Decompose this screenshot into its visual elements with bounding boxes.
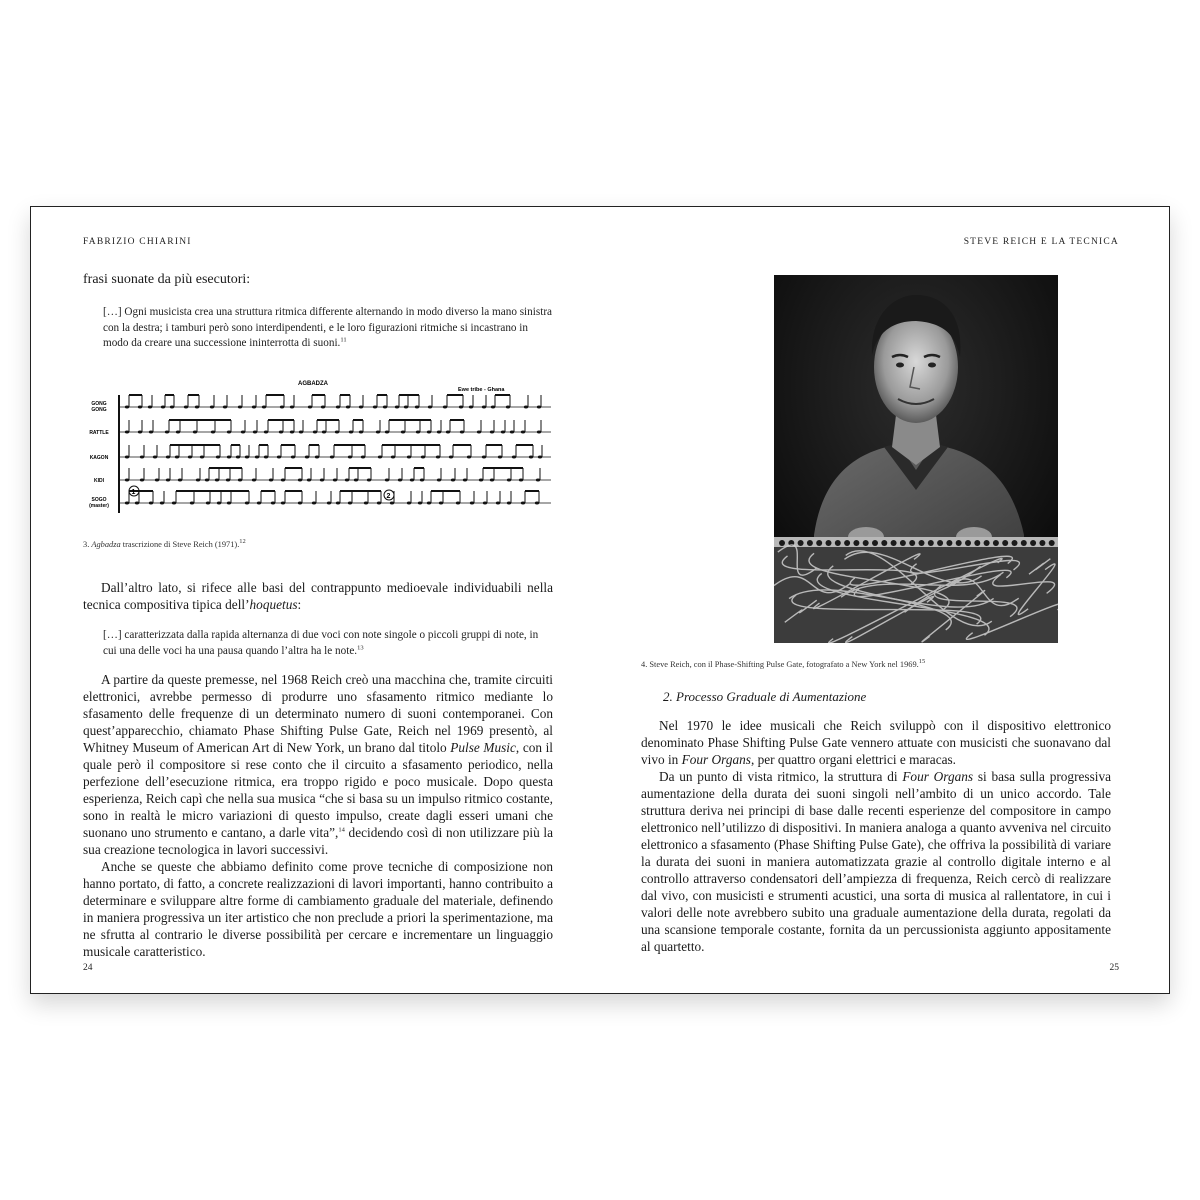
note-head bbox=[223, 406, 227, 409]
page-number-left: 24 bbox=[83, 963, 93, 973]
paragraph-four-organs-structure bbox=[641, 768, 1111, 955]
footnote-ref-15: 15 bbox=[918, 658, 926, 666]
note-head bbox=[446, 431, 450, 434]
note-head bbox=[437, 431, 441, 434]
note-head bbox=[428, 406, 432, 409]
note-head bbox=[216, 456, 220, 459]
note-head bbox=[138, 431, 142, 434]
note-head bbox=[335, 431, 339, 434]
note-head bbox=[125, 479, 129, 482]
note-head bbox=[307, 479, 311, 482]
note-head bbox=[135, 502, 139, 505]
note-head bbox=[427, 431, 431, 434]
staff-label: KAGON bbox=[89, 455, 109, 461]
note-head bbox=[313, 431, 317, 434]
note-head bbox=[155, 479, 159, 482]
running-head-title: STEVE REICH E LA TECNICA bbox=[963, 237, 1119, 247]
paragraph-four-organs-intro bbox=[641, 717, 1111, 768]
note-head bbox=[281, 479, 285, 482]
score-image bbox=[83, 377, 553, 527]
running-head-author: FABRIZIO CHIARINI bbox=[83, 237, 192, 247]
staff-label: KIDI bbox=[94, 478, 104, 484]
note-head bbox=[280, 406, 284, 409]
note-head bbox=[477, 431, 481, 434]
note-head bbox=[165, 431, 169, 434]
note-head bbox=[290, 431, 294, 434]
note-head bbox=[279, 431, 283, 434]
note-head bbox=[410, 479, 414, 482]
note-head bbox=[333, 479, 337, 482]
note-head bbox=[226, 479, 230, 482]
left-page bbox=[31, 207, 601, 993]
note-head bbox=[336, 406, 340, 409]
note-head bbox=[321, 406, 325, 409]
note-head bbox=[262, 406, 266, 409]
para-1-end: : bbox=[297, 597, 302, 612]
footnote-ref-11: 11 bbox=[340, 336, 347, 344]
caption-number: 3. bbox=[83, 540, 90, 549]
title-four-organs-2: Four Organs bbox=[902, 769, 974, 784]
note-head bbox=[510, 431, 514, 434]
note-head bbox=[211, 431, 215, 434]
note-head bbox=[298, 502, 302, 505]
score-subtitle: Ewe tribe - Ghana bbox=[458, 387, 505, 393]
note-head bbox=[385, 479, 389, 482]
note-head bbox=[501, 431, 505, 434]
note-head bbox=[255, 456, 259, 459]
note-head bbox=[264, 431, 268, 434]
note-head bbox=[537, 406, 541, 409]
note-head bbox=[407, 456, 411, 459]
note-head bbox=[529, 456, 533, 459]
title-four-organs-1: Four Organs bbox=[681, 752, 751, 767]
note-head bbox=[322, 431, 326, 434]
para-2-a: A partire da queste premesse, nel 1968 Reich creò una macchina che, tramite circuiti elettronici, avrebbe permesso di produrre uno sfasamento ritmico mediante lo sfasamento delle frequenze di un determinato numero di suoni contemporanei. Con quest’apparecchio, chiamato Phase Shifting Pulse Gate, Reich nel 1969 presentò, al Whitney Museum of American Art di New York, un brano dal titolo bbox=[83, 672, 553, 755]
note-head bbox=[238, 406, 242, 409]
note-head bbox=[217, 502, 221, 505]
note-head bbox=[227, 431, 231, 434]
staff-label: SOGO (master) bbox=[89, 497, 109, 509]
note-head bbox=[205, 479, 209, 482]
book-spread bbox=[30, 206, 1170, 994]
note-head bbox=[449, 456, 453, 459]
page-number-right: 25 bbox=[1109, 963, 1119, 973]
note-head bbox=[482, 406, 486, 409]
note-head bbox=[172, 502, 176, 505]
note-head bbox=[421, 456, 425, 459]
note-head bbox=[378, 456, 382, 459]
note-head bbox=[336, 502, 340, 505]
note-head bbox=[166, 456, 170, 459]
para-1-text: Dall’altro lato, si rifece alle basi del contrappunto medioevale individuabili nella tecnica compositiva tipica dell’ bbox=[83, 580, 553, 612]
note-head bbox=[482, 456, 486, 459]
note-head bbox=[327, 502, 331, 505]
note-head bbox=[308, 406, 312, 409]
note-head bbox=[210, 406, 214, 409]
note-head bbox=[148, 406, 152, 409]
note-head bbox=[184, 406, 188, 409]
para-2-c: decidendo così di non utilizzare più la sua creazione tecnologica in lavori successivi. bbox=[83, 825, 553, 857]
note-head bbox=[348, 502, 352, 505]
quote-1-text: […] Ogni musicista crea una struttura ritmica differente alternando in modo diverso la mano sinistra con la destra; i tamburi però sono interdipendenti, e le loro figurazioni ritmiche si incastrano in modo da creare una successione ininterrotta di suoni. bbox=[103, 306, 553, 349]
note-head bbox=[506, 406, 510, 409]
note-head bbox=[479, 479, 483, 482]
note-head bbox=[524, 406, 528, 409]
note-head bbox=[236, 456, 240, 459]
note-head bbox=[519, 479, 523, 482]
note-head bbox=[320, 479, 324, 482]
note-head bbox=[257, 502, 261, 505]
footnote-ref-14: 14 bbox=[338, 826, 345, 834]
note-head bbox=[538, 456, 542, 459]
note-head bbox=[401, 431, 405, 434]
note-head bbox=[507, 479, 511, 482]
note-head bbox=[227, 502, 231, 505]
note-head bbox=[188, 456, 192, 459]
agbadza-score-figure bbox=[83, 377, 553, 527]
note-head bbox=[467, 456, 471, 459]
note-head bbox=[535, 502, 539, 505]
note-head bbox=[404, 406, 408, 409]
note-head bbox=[469, 406, 473, 409]
staff-label: GONG GONG bbox=[91, 401, 107, 413]
lead-text: frasi suonate da più esecutori: bbox=[83, 272, 251, 287]
note-head bbox=[459, 406, 463, 409]
steve-reich-photo bbox=[774, 275, 1058, 643]
para-2-b: , con il quale però il compositore si rese conto che il circuito a sfasamento periodico, nella perfezione dell’esecuzione ritmica, era troppo rigido e poco musicale. Dopo questa esperienza, Reich capì che nella sua musica “che si basa su un impulso ritmico costante, sono in realtà le micro variazioni di questo impulso, create dagli esseri umani che suonano uno strumento e cantano, a darle vita”, bbox=[83, 740, 553, 840]
note-head bbox=[364, 502, 368, 505]
note-head bbox=[383, 406, 387, 409]
note-head bbox=[418, 502, 422, 505]
note-head bbox=[245, 502, 249, 505]
note-head bbox=[125, 456, 129, 459]
paragraph-prove-tecniche: Anche se queste che abbiamo definito come prove tecniche di composizione non hanno portato, di fatto, a concrete realizzazioni di lavori importanti, hanno contribuito a determinare e sviluppare altre forme di cambiamento graduale del materiale, definendo in maniera progressiva un iter artistico che non preclude a priori la sperimentazione, ma ne sfrutta al contrario le diverse possibilità per cercare e incrementare un linguaggio musicale caratteristico. bbox=[83, 859, 553, 959]
note-head bbox=[245, 456, 249, 459]
score-title: AGBADZA bbox=[298, 381, 328, 387]
svg-text:2: 2 bbox=[386, 493, 391, 500]
note-head bbox=[496, 502, 500, 505]
note-head bbox=[227, 456, 231, 459]
note-head bbox=[439, 502, 443, 505]
note-head bbox=[376, 431, 380, 434]
note-head bbox=[176, 431, 180, 434]
para-r2-b: si basa sulla progressiva aumentazione della durata dei suoni singoli nell’ambito di un unico accordo. Tale struttura deriva nei principi di base dalle recenti esperienze del compositore in campo elettronico nell’utilizzo di dispositivi. In maniera analoga a quanto avveniva nel circuito elettronico a sfasamento (Phase Shifting Pulse Gate), che offriva la possibilità di variare la durata dei suoni in maniera automatizzata grazie al controllo digitale interno e al controllo attraverso condensatori dell’ampiezza di frequenza, Reich cercò di realizzare dal vivo, con musicisti e strumenti acustici, una sorta di musica al rallentatore, in cui i valori delle note avrebbero subito una graduale aumentazione della durata, regolati da una scansione temporale costante, fornita da un percussionista aggiunto appositamente al quartetto. bbox=[641, 769, 1111, 954]
note-head bbox=[521, 502, 525, 505]
note-head bbox=[361, 456, 365, 459]
note-head bbox=[359, 431, 363, 434]
paragraph-pulse-gate bbox=[83, 671, 553, 858]
note-head bbox=[299, 431, 303, 434]
quote-2-text: […] caratterizzata dalla rapida alternanza di due voci con note singole o piccoli gruppi di note, in cui una delle voci ha una pausa quando l’altra ha le note. bbox=[103, 629, 539, 657]
note-head bbox=[460, 431, 464, 434]
note-head bbox=[161, 406, 165, 409]
note-head bbox=[166, 479, 170, 482]
note-head bbox=[415, 406, 419, 409]
note-head bbox=[138, 406, 142, 409]
note-head bbox=[359, 406, 363, 409]
note-head bbox=[498, 456, 502, 459]
right-page bbox=[601, 207, 1171, 993]
note-head bbox=[491, 406, 495, 409]
note-head bbox=[269, 479, 273, 482]
main-body-left bbox=[83, 671, 553, 960]
note-head bbox=[437, 479, 441, 482]
note-head bbox=[398, 479, 402, 482]
note-head bbox=[385, 431, 389, 434]
note-head bbox=[348, 456, 352, 459]
section-heading: 2. Processo Graduale di Aumentazione bbox=[663, 689, 867, 704]
note-head bbox=[451, 479, 455, 482]
note-head bbox=[149, 502, 153, 505]
note-head bbox=[238, 479, 242, 482]
note-head bbox=[373, 406, 377, 409]
note-head bbox=[193, 431, 197, 434]
note-head bbox=[512, 456, 516, 459]
note-head bbox=[391, 456, 395, 459]
note-head bbox=[140, 479, 144, 482]
block-quote-1 bbox=[103, 305, 553, 352]
note-head bbox=[290, 406, 294, 409]
note-head bbox=[420, 479, 424, 482]
note-head bbox=[206, 502, 210, 505]
note-head bbox=[200, 456, 204, 459]
note-head bbox=[407, 502, 411, 505]
note-head bbox=[215, 479, 219, 482]
photo-caption-text: 4. Steve Reich, con il Phase-Shifting Pulse Gate, fotografato a New York nel 1969. bbox=[641, 660, 919, 669]
note-head bbox=[125, 406, 129, 409]
note-head bbox=[367, 479, 371, 482]
note-head bbox=[521, 431, 525, 434]
footnote-ref-12: 12 bbox=[239, 538, 246, 546]
caption-title: Agbadza bbox=[91, 540, 121, 549]
note-head bbox=[298, 479, 302, 482]
note-head bbox=[277, 456, 281, 459]
note-head bbox=[390, 502, 394, 505]
note-head bbox=[149, 431, 153, 434]
note-head bbox=[483, 502, 487, 505]
svg-text:1: 1 bbox=[131, 489, 136, 496]
note-head bbox=[536, 479, 540, 482]
para-r2-a: Da un punto di vista ritmico, la struttura di bbox=[659, 769, 903, 784]
figure-4-caption bbox=[641, 659, 1111, 670]
main-body-right bbox=[641, 717, 1111, 955]
note-head bbox=[305, 456, 309, 459]
paragraph-hoquetus bbox=[83, 579, 553, 613]
footnote-ref-13: 13 bbox=[357, 643, 364, 651]
note-head bbox=[507, 502, 511, 505]
note-head bbox=[346, 406, 350, 409]
note-head bbox=[170, 406, 174, 409]
note-head bbox=[175, 456, 179, 459]
note-head bbox=[281, 502, 285, 505]
note-head bbox=[349, 431, 353, 434]
note-head bbox=[416, 431, 420, 434]
note-head bbox=[345, 479, 349, 482]
note-head bbox=[395, 406, 399, 409]
note-head bbox=[377, 502, 381, 505]
note-head bbox=[253, 431, 257, 434]
note-head bbox=[125, 431, 129, 434]
term-hoquetus: hoquetus bbox=[249, 597, 298, 612]
note-head bbox=[178, 479, 182, 482]
note-head bbox=[271, 502, 275, 505]
note-head bbox=[427, 502, 431, 505]
staff-label: RATTLE bbox=[89, 430, 109, 436]
note-head bbox=[140, 456, 144, 459]
figure-3-caption bbox=[83, 539, 553, 550]
block-quote-2 bbox=[103, 628, 553, 659]
note-head bbox=[490, 431, 494, 434]
note-head bbox=[160, 502, 164, 505]
note-head bbox=[252, 479, 256, 482]
note-head bbox=[153, 456, 157, 459]
note-head bbox=[291, 456, 295, 459]
para-r1-b: , per quattro organi elettrici e maracas. bbox=[750, 752, 956, 767]
note-head bbox=[196, 479, 200, 482]
title-pulse-music: Pulse Music bbox=[450, 740, 516, 755]
note-head bbox=[190, 502, 194, 505]
note-head bbox=[490, 479, 494, 482]
note-head bbox=[195, 406, 199, 409]
note-head bbox=[354, 479, 358, 482]
note-head bbox=[125, 502, 129, 505]
para-r1-a: Nel 1970 le idee musicali che Reich sviluppò con il dispositivo elettronico denominato Phase Shifting Pulse Gate vennero attuate con musicisti che suonavano dal vivo in bbox=[641, 718, 1111, 767]
score-marker-2 bbox=[384, 490, 394, 500]
note-head bbox=[463, 479, 467, 482]
note-head bbox=[436, 456, 440, 459]
note-head bbox=[456, 502, 460, 505]
note-head bbox=[470, 502, 474, 505]
note-head bbox=[252, 406, 256, 409]
caption-rest: trascrizione di Steve Reich (1971). bbox=[122, 540, 240, 549]
note-head bbox=[264, 456, 268, 459]
note-head bbox=[241, 431, 245, 434]
note-head bbox=[315, 456, 319, 459]
note-head bbox=[443, 406, 447, 409]
note-head bbox=[330, 456, 334, 459]
note-head bbox=[312, 502, 316, 505]
note-head bbox=[537, 431, 541, 434]
